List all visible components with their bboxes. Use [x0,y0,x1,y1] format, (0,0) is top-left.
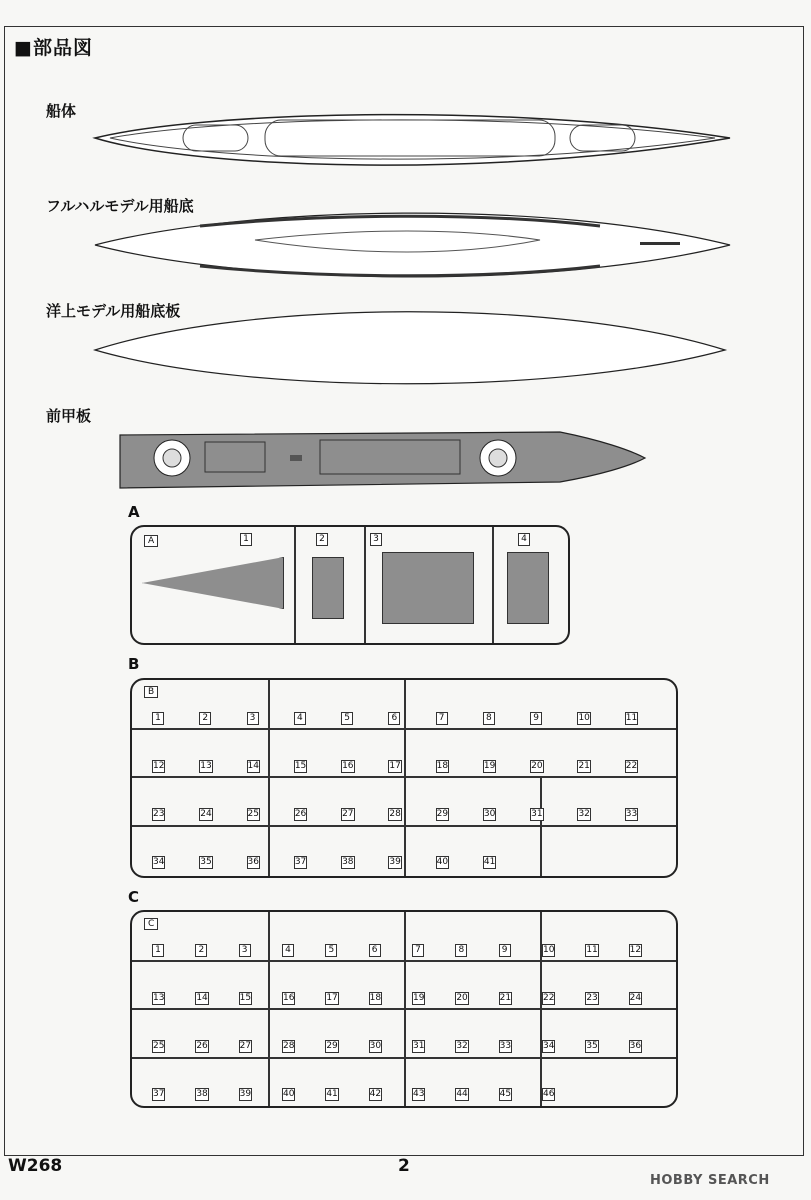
part-number: 25 [153,1041,165,1051]
waterline-plate-drawing [95,312,725,384]
label-waterline-plate: 洋上モデル用船底板 [46,302,181,320]
part-number: 9 [530,712,542,725]
sprue-a [130,525,570,645]
part-number: 18 [436,761,449,771]
part-number: 2 [199,712,211,725]
part-number: 6 [388,712,400,725]
part-number: 8 [483,712,495,725]
part-number: 34 [153,857,165,867]
part-number: 15 [294,761,307,771]
part-number: 21 [578,761,590,771]
section-c-label: C [128,888,140,906]
fore-deck-drawing [120,432,645,488]
label-fore-deck: 前甲板 [46,407,92,425]
part-deck-a2 [312,557,344,619]
section-b-label: B [128,655,140,673]
part-number: 17 [389,761,401,771]
part-number: 3 [247,712,259,725]
part-number: 24 [200,809,212,819]
part-number: 31 [531,809,543,819]
part-number: 16 [342,761,354,771]
part-number: 39 [239,1089,252,1099]
part-number: 43 [413,1089,425,1099]
part-number: 4 [294,712,306,725]
page-number: 2 [398,1156,410,1176]
part-number: 18 [369,993,382,1003]
part-number: 21 [499,993,512,1003]
sprue-c-tag: C [144,918,158,930]
part-number: 30 [483,809,496,819]
part-number: 22 [543,993,555,1003]
part-number: 4 [518,533,530,546]
part-number: 20 [531,761,543,771]
part-number: 32 [456,1041,468,1051]
part-number: 8 [455,944,467,957]
part-number: 34 [543,1041,555,1051]
part-number: 17 [326,993,338,1003]
watermark-logo: HOBBY SEARCH [650,1173,770,1188]
part-number: 35 [586,1041,598,1051]
part-number: 28 [389,809,401,819]
label-hull: 船体 [46,102,77,120]
part-number: 26 [294,809,307,819]
part-number: 36 [629,1041,642,1051]
part-number: 35 [200,857,212,867]
part-number: 13 [153,993,165,1003]
part-deck-a4 [507,552,549,624]
part-number: 16 [283,993,295,1003]
sprue-a-tag: A [144,535,158,547]
part-number: 11 [586,945,598,955]
part-number: 14 [196,993,208,1003]
part-number: 23 [153,809,165,819]
part-number: 31 [413,1041,425,1051]
part-number: 41 [483,857,496,867]
hull-part-drawing [95,115,730,165]
part-number: 11 [625,713,638,723]
part-number: 10 [578,713,590,723]
sprue-b-tag: B [144,686,158,698]
sprue-b [130,678,678,878]
part-number: 14 [247,761,259,771]
part-deck-a3 [382,552,474,624]
part-number: 41 [326,1089,338,1099]
part-number: 37 [153,1089,165,1099]
part-number: 38 [342,857,354,867]
part-number: 4 [282,944,294,957]
part-number: 1 [152,944,164,957]
part-number: 32 [578,809,590,819]
part-number: 3 [239,944,251,957]
part-number: 1 [152,712,164,725]
part-number: 5 [325,944,337,957]
part-deck-a1 [142,557,284,609]
part-number: 40 [436,857,449,867]
product-code: W268 [8,1156,63,1176]
part-number: 2 [316,533,328,546]
part-number: 42 [369,1089,382,1099]
part-number: 19 [413,993,425,1003]
part-number: 38 [196,1089,208,1099]
part-number: 30 [369,1041,382,1051]
sprue-c [130,910,678,1108]
part-number: 22 [625,761,638,771]
full-hull-bottom-drawing [95,213,730,277]
part-number: 12 [629,945,642,955]
page-title: ■部品図 [14,37,93,59]
part-number: 29 [436,809,449,819]
part-number: 45 [499,1089,512,1099]
part-number: 27 [342,809,354,819]
part-number: 33 [625,809,638,819]
part-number: 39 [389,857,401,867]
part-number: 5 [341,712,353,725]
hull-drawings [0,0,811,500]
part-number: 37 [294,857,307,867]
part-number: 3 [370,533,382,546]
part-number: 9 [499,944,511,957]
part-number: 1 [240,533,252,546]
part-number: 10 [543,945,555,955]
part-number: 2 [195,944,207,957]
part-number: 29 [326,1041,338,1051]
label-full-hull-bottom: フルハルモデル用船底 [46,197,194,215]
part-number: 26 [196,1041,208,1051]
part-number: 20 [456,993,468,1003]
part-number: 13 [200,761,212,771]
part-number: 12 [153,761,165,771]
part-number: 36 [247,857,259,867]
part-number: 19 [483,761,496,771]
part-number: 33 [499,1041,512,1051]
part-number: 28 [283,1041,295,1051]
part-number: 15 [239,993,252,1003]
section-a-label: A [128,503,140,521]
part-number: 24 [629,993,642,1003]
part-number: 23 [586,993,598,1003]
part-number: 44 [456,1089,468,1099]
part-number: 6 [369,944,381,957]
part-number: 46 [543,1089,555,1099]
part-number: 7 [436,712,448,725]
part-number: 25 [247,809,259,819]
part-number: 27 [239,1041,252,1051]
part-number: 7 [412,944,424,957]
part-number: 40 [283,1089,295,1099]
